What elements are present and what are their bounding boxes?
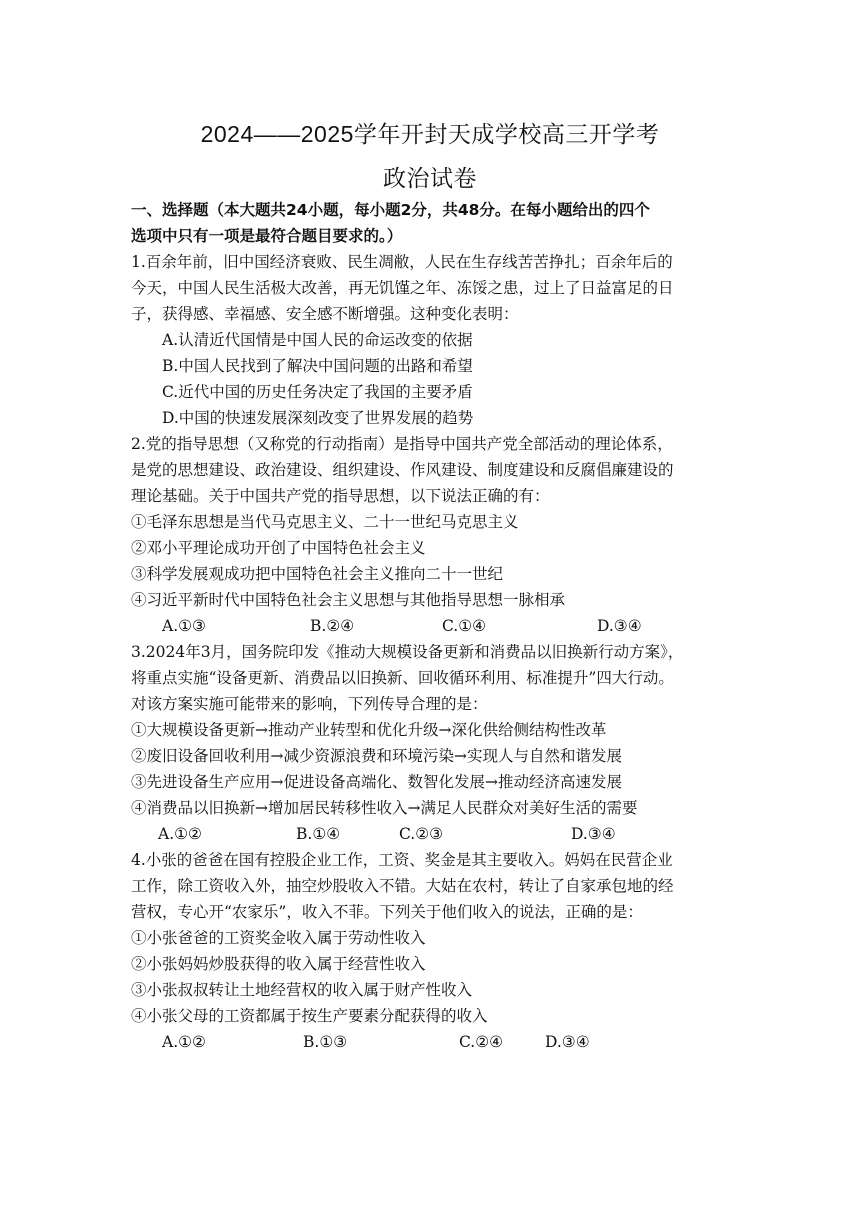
q4-stem-line: 营权，专心开“农家乐”，收入不菲。下列关于他们收入的说法，正确的是：: [131, 903, 643, 921]
q3-stem-line: 对该方案实施可能带来的影响，下列传导合理的是：: [131, 695, 488, 713]
q2-statement: ①毛泽东思想是当代马克思主义、二十一世纪马克思主义: [131, 513, 519, 531]
q2-stem-line: 是党的思想建设、政治建设、组织建设、作风建设、制度建设和反腐倡廉建设的: [131, 461, 674, 479]
q1-stem-line: 子，获得感、幸福感、安全感不断增强。这种变化表明：: [131, 305, 519, 323]
q1-option-b: B.中国人民找到了解决中国问题的出路和希望: [162, 357, 473, 375]
q3-statement: ③先进设备生产应用→促进设备高端化、数智化发展→推动经济高速发展: [131, 773, 622, 791]
q1-option-a: A.认清近代国情是中国人民的命运改变的依据: [162, 331, 473, 349]
q2-option-c: C.①④: [442, 617, 487, 635]
q2-stem-line: 2.党的指导思想（又称党的行动指南）是指导中国共产党全部活动的理论体系，: [131, 435, 673, 453]
section-heading-line-2: 选项中只有一项是最符合题目要求的。）: [131, 227, 403, 245]
q4-stem-line: 工作，除工资收入外，抽空炒股收入不错。大姑在农村，转让了自家承包地的经: [131, 877, 674, 895]
q2-option-d: D.③④: [597, 617, 642, 635]
q4-statement: ③小张叔叔转让土地经营权的收入属于财产性收入: [131, 981, 473, 999]
q4-option-a: A.①②: [162, 1033, 206, 1051]
q4-stem-line: 4.小张的爸爸在国有控股企业工作，工资、奖金是其主要收入。妈妈在民营企业: [131, 851, 673, 869]
q4-statement: ②小张妈妈炒股获得的收入属于经营性收入: [131, 955, 426, 973]
q2-statement: ③科学发展观成功把中国特色社会主义推向二十一世纪: [131, 565, 504, 583]
q1-stem-line: 1.百余年前，旧中国经济衰败、民生凋敝，人民在生存线苦苦挣扎；百余年后的: [131, 253, 673, 271]
q2-statement: ②邓小平理论成功开创了中国特色社会主义: [131, 539, 426, 557]
q4-statement: ①小张爸爸的工资奖金收入属于劳动性收入: [131, 929, 426, 947]
q1-option-c: C.近代中国的历史任务决定了我国的主要矛盾: [162, 383, 473, 401]
q3-statement: ④消费品以旧换新→增加居民转移性收入→满足人民群众对美好生活的需要: [131, 799, 638, 817]
q2-stem-line: 理论基础。关于中国共产党的指导思想，以下说法正确的有：: [131, 487, 550, 505]
q4-option-b: B.①③: [303, 1033, 348, 1051]
q2-statement: ④习近平新时代中国特色社会主义思想与其他指导思想一脉相承: [131, 591, 566, 609]
q4-statement: ④小张父母的工资都属于按生产要素分配获得的收入: [131, 1007, 488, 1025]
exam-title: 2024——2025学年开封天成学校高三开学考: [200, 121, 660, 147]
section-heading-line-1: 一、选择题（本大题共24小题，每小题2分，共48分。在每小题给出的四个: [131, 201, 650, 219]
q3-option-c: C.②③: [399, 825, 444, 843]
q3-stem-line: 将重点实施“设备更新、消费品以旧换新、回收循环利用、标准提升”四大行动。: [131, 669, 674, 687]
q3-statement: ②废旧设备回收利用→减少资源浪费和环境污染→实现人与自然和谐发展: [131, 747, 622, 765]
q1-stem-line: 今天，中国人民生活极大改善，再无饥馑之年、冻馁之患，过上了日益富足的日: [131, 279, 674, 297]
q3-option-a: A.①②: [158, 825, 202, 843]
q4-option-c: C.②④: [459, 1033, 504, 1051]
q4-option-d: D.③④: [545, 1033, 590, 1051]
q3-statement: ①大规模设备更新→推动产业转型和优化升级→深化供给侧结构性改革: [131, 721, 607, 739]
q1-option-d: D.中国的快速发展深刻改变了世界发展的趋势: [162, 409, 474, 427]
q3-stem-line: 3.2024年3月，国务院印发《推动大规模设备更新和消费品以旧换新行动方案》，: [131, 643, 684, 661]
q2-option-a: A.①③: [162, 617, 206, 635]
exam-subtitle: 政治试卷: [383, 166, 477, 192]
q2-option-b: B.②④: [310, 617, 355, 635]
q3-option-d: D.③④: [571, 825, 616, 843]
q3-option-b: B.①④: [296, 825, 341, 843]
